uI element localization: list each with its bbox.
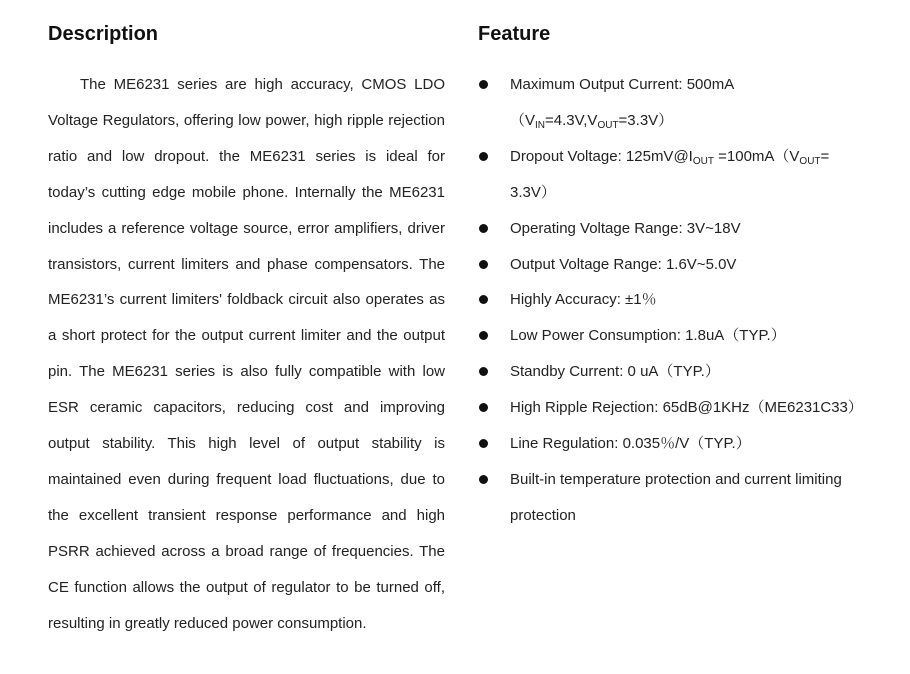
feature-item-operating-voltage [478, 211, 898, 247]
feature-item-text: Highly Accuracy: ±1％ [510, 291, 657, 309]
bullet-icon [479, 80, 488, 89]
bullet-icon [479, 295, 488, 304]
description-section [48, 20, 445, 642]
feature-item-text: Output Voltage Range: 1.6V~5.0V [510, 255, 737, 273]
feature-item-ripple-rejection [478, 390, 898, 426]
feature-heading: Feature [478, 23, 551, 45]
bullet-icon [479, 403, 488, 412]
feature-item-output-voltage [478, 247, 898, 283]
feature-item-line: $(V_{IN}=4.3V,V_{OUT}=3.3V)$ [510, 111, 674, 131]
bullet-icon [479, 367, 488, 376]
bullet-icon [479, 260, 488, 269]
description-heading: Description [48, 23, 159, 45]
feature-item-line: protection [510, 506, 576, 524]
bullet-icon [479, 331, 488, 340]
feature-item-max-output-current [478, 67, 898, 139]
feature-item-line-regulation [478, 426, 898, 462]
feature-item-accuracy [478, 282, 898, 318]
bullet-icon [479, 475, 488, 484]
bullet-icon [479, 152, 488, 161]
feature-item-power-consumption [478, 318, 898, 354]
feature-item-line: 3.3V） [510, 183, 556, 201]
description-body: The ME6231 series are high accuracy, CMOS LDO Voltage Regulators, offering low power, high ripple rejection ratio and low dropout. the ME6231 series is ideal for today’s cutting edge mobile phone. Internally the ME6231 includes a reference voltage source, error amplifiers, driver transistors, current limiters and phase compensators. The ME6231’s current limiters' foldback circuit also operates as a short protect for the output current limiter and the output pin. The ME6231 series is also fully compatible with low ESR ceramic capacitors, reducing cost and improving output stability. This high level of output stability is maintained even during frequent load fluctuations, due to the excellent transient response performance and high PSRR achieved across a broad range of frequencies. The CE function allows the output of regulator to be turned off, resulting in greatly reduced power consumption. [48, 76, 445, 632]
feature-item-text: Standby Current: 0 uA（TYP.） [510, 363, 720, 381]
feature-item-text: High Ripple Rejection: 65dB@1KHz（ME6231C33） [510, 399, 863, 417]
feature-item-line: Dropout Voltage: $125mV@I_{OUT} =100mA(V_{OUT}=$ [510, 147, 830, 167]
feature-section [478, 20, 898, 534]
bullet-icon [479, 439, 488, 448]
feature-list [478, 48, 898, 534]
feature-item-dropout-voltage [478, 139, 898, 211]
bullet-icon [479, 224, 488, 233]
feature-item-temperature-protection [478, 462, 898, 534]
feature-item-line: Maximum Output Current: 500mA [510, 76, 735, 93]
feature-item-text: Line Regulation: 0.035％/V（TYP.） [510, 435, 751, 453]
feature-item-standby-current [478, 354, 898, 390]
feature-item-line: Built-in temperature protection and current limiting [510, 470, 842, 488]
feature-item-text: Operating Voltage Range: 3V~18V [510, 219, 741, 237]
feature-item-text: Low Power Consumption: 1.8uA（TYP.） [510, 327, 786, 345]
